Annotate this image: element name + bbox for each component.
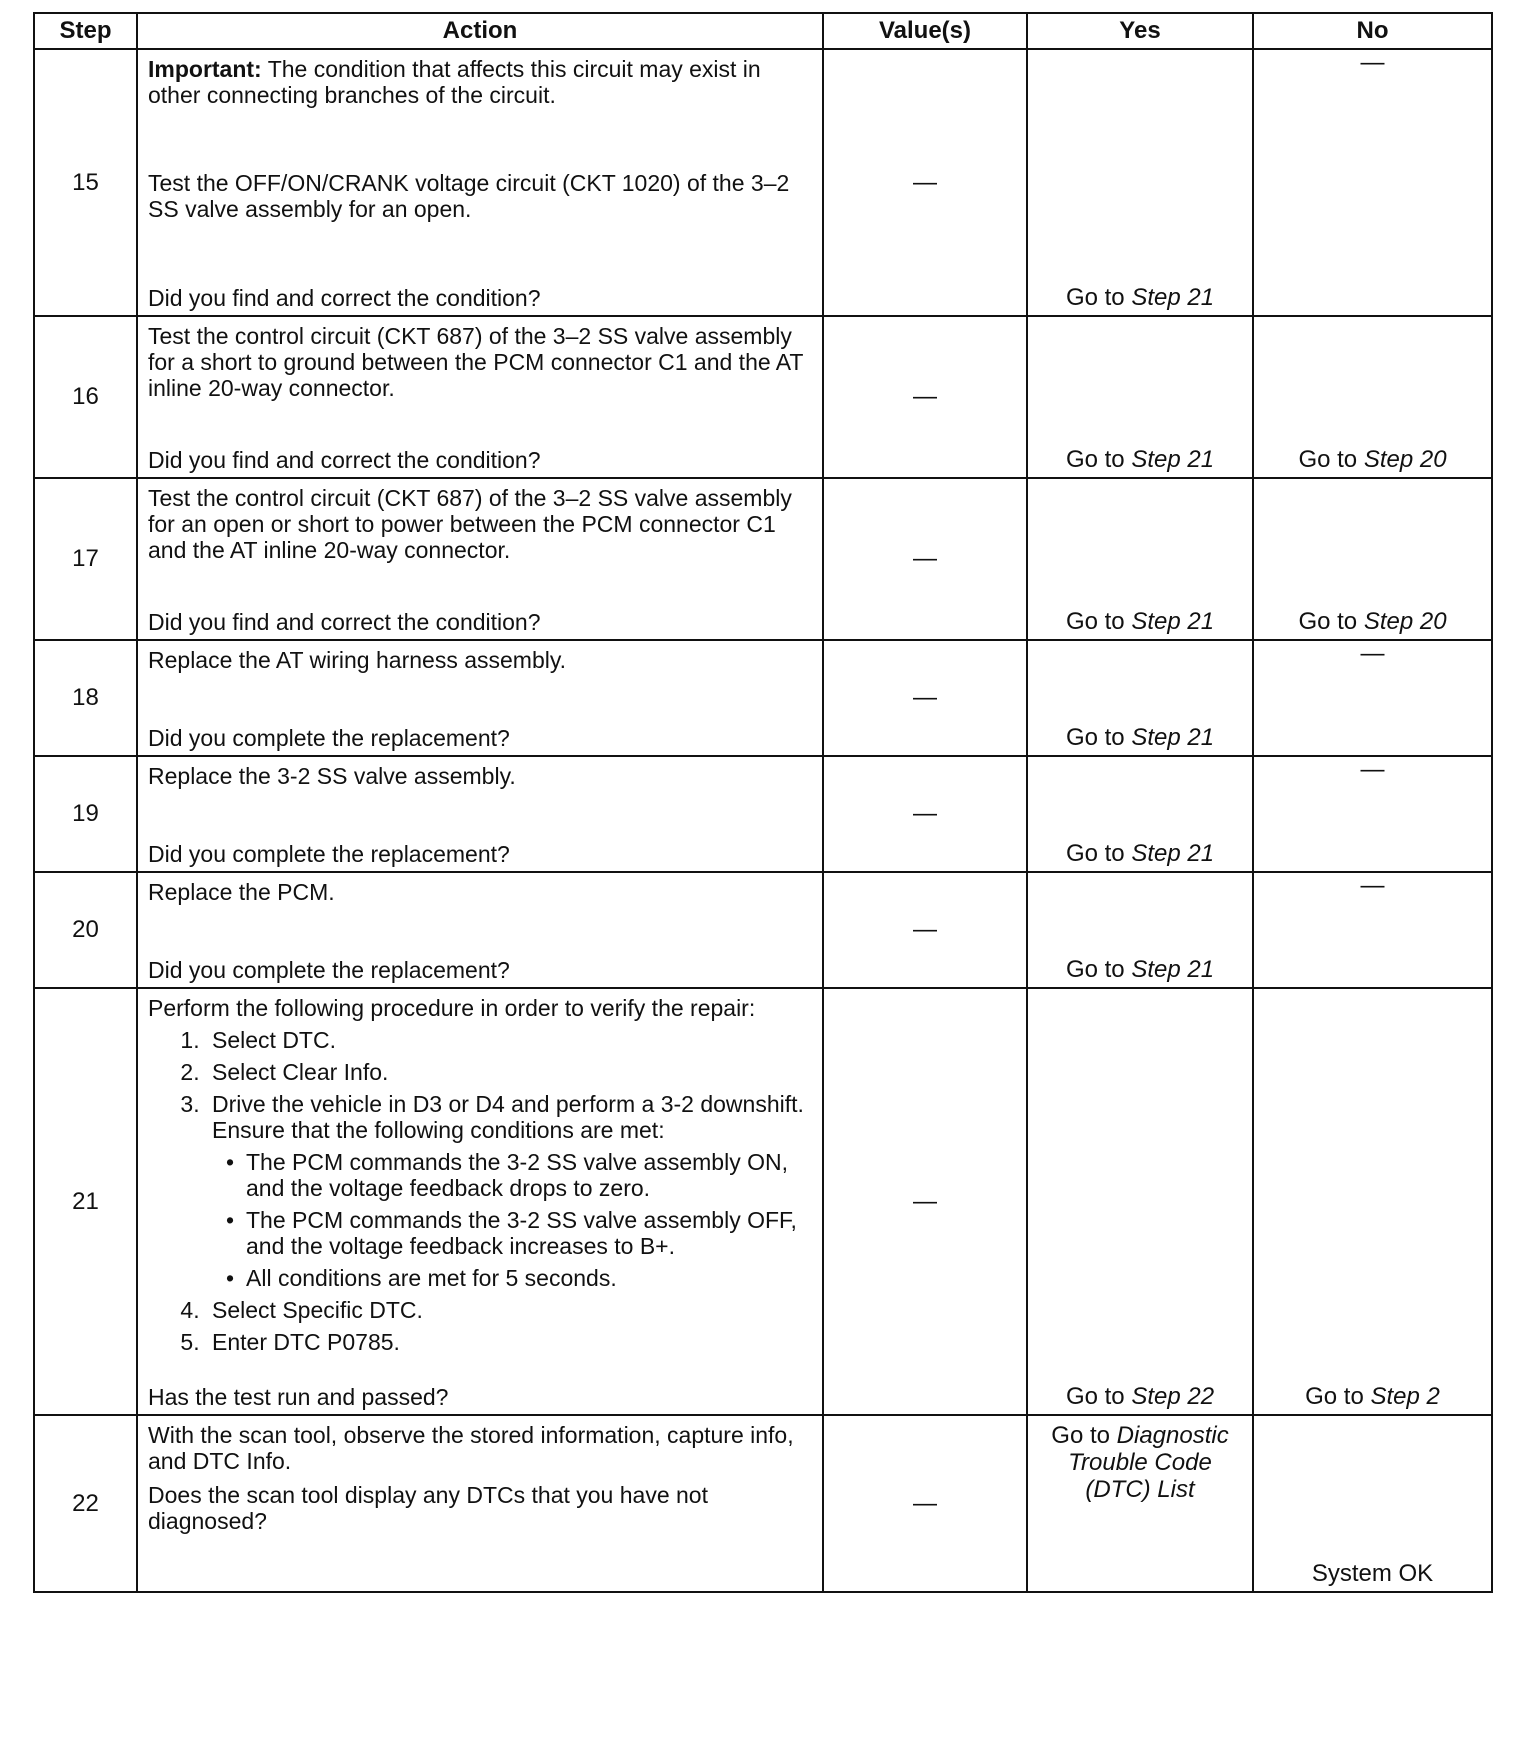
no-link[interactable]: Go to Step 20 [1298, 608, 1447, 635]
yes-link[interactable]: Go to Step 21 [1065, 840, 1215, 867]
table-row [34, 478, 1492, 640]
value-cell: — [823, 1415, 1027, 1592]
header-action: Action [137, 13, 823, 49]
action-cell [137, 49, 823, 316]
table-row [34, 1415, 1492, 1592]
bullet-item: • The PCM commands the 3-2 SS valve assembly ON, and the voltage feedback drops to zero. [246, 1149, 812, 1201]
table-row [34, 988, 1492, 1415]
bullet-item: • The PCM commands the 3-2 SS valve assembly OFF, and the voltage feedback increases to B+. [246, 1207, 812, 1259]
table-row [34, 756, 1492, 872]
action-question: Did you complete the replacement? [148, 957, 510, 983]
diagnostic-table [33, 12, 1493, 1593]
yes-cell [1027, 316, 1253, 478]
yes-link[interactable]: Go to Step 21 [1065, 724, 1215, 751]
bullet-item: • All conditions are met for 5 seconds. [246, 1265, 812, 1291]
no-cell [1253, 316, 1492, 478]
action-cell [137, 640, 823, 756]
action-question: Did you find and correct the condition? [148, 285, 541, 311]
system-ok-text: System OK [1311, 1560, 1434, 1587]
procedure-intro: Perform the following procedure in order to verify the repair: [148, 995, 756, 1021]
step-number: 18 [34, 640, 137, 756]
yes-link[interactable]: Go to Diagnostic Trouble Code (DTC) List [1051, 1422, 1229, 1503]
step-number: 15 [34, 49, 137, 316]
important-label: Important: [148, 56, 262, 82]
action-cell [137, 478, 823, 640]
list-item: 5. Enter DTC P0785. [206, 1329, 812, 1355]
yes-link[interactable]: Go to Step 22 [1065, 1383, 1215, 1410]
action-cell [137, 988, 823, 1415]
header-step: Step [34, 13, 137, 49]
value-cell: — [823, 478, 1027, 640]
no-cell: — [1253, 756, 1492, 872]
yes-link[interactable]: Go to Step 21 [1065, 608, 1215, 635]
value-cell: — [823, 640, 1027, 756]
no-link[interactable]: Go to Step 2 [1305, 1383, 1440, 1410]
action-text: Replace the PCM. [148, 879, 335, 905]
step-number: 19 [34, 756, 137, 872]
step-number: 20 [34, 872, 137, 988]
yes-cell [1027, 988, 1253, 1415]
yes-cell [1027, 640, 1253, 756]
action-text: Test the control circuit (CKT 687) of the 3–2 SS valve assembly for an open or short to power between the PCM connector C1 and the AT inline 20-way connector. [148, 485, 792, 563]
header-no: No [1253, 13, 1492, 49]
no-cell: — [1253, 640, 1492, 756]
value-cell: — [823, 316, 1027, 478]
step-number: 22 [34, 1415, 137, 1592]
action-cell [137, 872, 823, 988]
list-item: 2. Select Clear Info. [206, 1059, 812, 1085]
yes-cell [1027, 478, 1253, 640]
yes-link[interactable]: Go to Step 21 [1065, 446, 1215, 473]
step-number: 21 [34, 988, 137, 1415]
value-cell: — [823, 988, 1027, 1415]
action-question: Did you complete the replacement? [148, 841, 510, 867]
no-cell [1253, 478, 1492, 640]
no-cell [1253, 988, 1492, 1415]
list-item: 1. Select DTC. [206, 1027, 812, 1053]
yes-cell [1027, 756, 1253, 872]
yes-link[interactable]: Go to Step 21 [1065, 284, 1215, 311]
diagnostic-table-page [33, 12, 1493, 1593]
action-cell [137, 1415, 823, 1592]
yes-cell [1027, 872, 1253, 988]
action-cell [137, 316, 823, 478]
important-note [148, 56, 812, 108]
no-cell [1253, 1415, 1492, 1592]
list-item: 3. Drive the vehicle in D3 or D4 and perform a 3-2 downshift. Ensure that the following conditions are met: • The PCM commands the 3-2 SS valve assembly ON, and the voltage feedback drops to zero. • The PCM commands the 3-2 SS valve assembly OFF, and the voltage feedback increases to B+. • All conditions are met for 5 seconds. [206, 1091, 812, 1291]
action-question: Has the test run and passed? [148, 1384, 449, 1410]
yes-link[interactable]: Go to Step 21 [1065, 956, 1215, 983]
important-text: The condition that affects this circuit may exist in other connecting branches of the circuit. [148, 56, 761, 108]
header-values: Value(s) [823, 13, 1027, 49]
table-row [34, 316, 1492, 478]
list-item: 4. Select Specific DTC. [206, 1297, 812, 1323]
action-text: With the scan tool, observe the stored information, capture info, and DTC Info. [148, 1422, 794, 1474]
value-cell: — [823, 49, 1027, 316]
action-question: Did you find and correct the condition? [148, 447, 541, 473]
action-question: Did you find and correct the condition? [148, 609, 541, 635]
action-text: Replace the 3-2 SS valve assembly. [148, 763, 516, 789]
header-row [34, 13, 1492, 49]
step-number: 16 [34, 316, 137, 478]
step-number: 17 [34, 478, 137, 640]
no-cell: — [1253, 49, 1492, 316]
table-row [34, 49, 1492, 316]
condition-list [212, 1149, 812, 1291]
value-cell: — [823, 872, 1027, 988]
header-yes: Yes [1027, 13, 1253, 49]
action-text: Replace the AT wiring harness assembly. [148, 647, 567, 673]
action-question: Does the scan tool display any DTCs that you have not diagnosed? [148, 1482, 708, 1534]
value-cell: — [823, 756, 1027, 872]
no-link[interactable]: Go to Step 20 [1298, 446, 1447, 473]
table-row [34, 640, 1492, 756]
procedure-list [148, 1027, 812, 1355]
action-text: Test the OFF/ON/CRANK voltage circuit (CKT 1020) of the 3–2 SS valve assembly for an open. [148, 170, 790, 222]
action-question: Did you complete the replacement? [148, 725, 510, 751]
action-text: Test the control circuit (CKT 687) of the 3–2 SS valve assembly for a short to ground between the PCM connector C1 and the AT inline 20-way connector. [148, 323, 804, 401]
no-cell: — [1253, 872, 1492, 988]
table-row [34, 872, 1492, 988]
action-cell [137, 756, 823, 872]
yes-cell [1027, 1415, 1253, 1592]
yes-cell [1027, 49, 1253, 316]
